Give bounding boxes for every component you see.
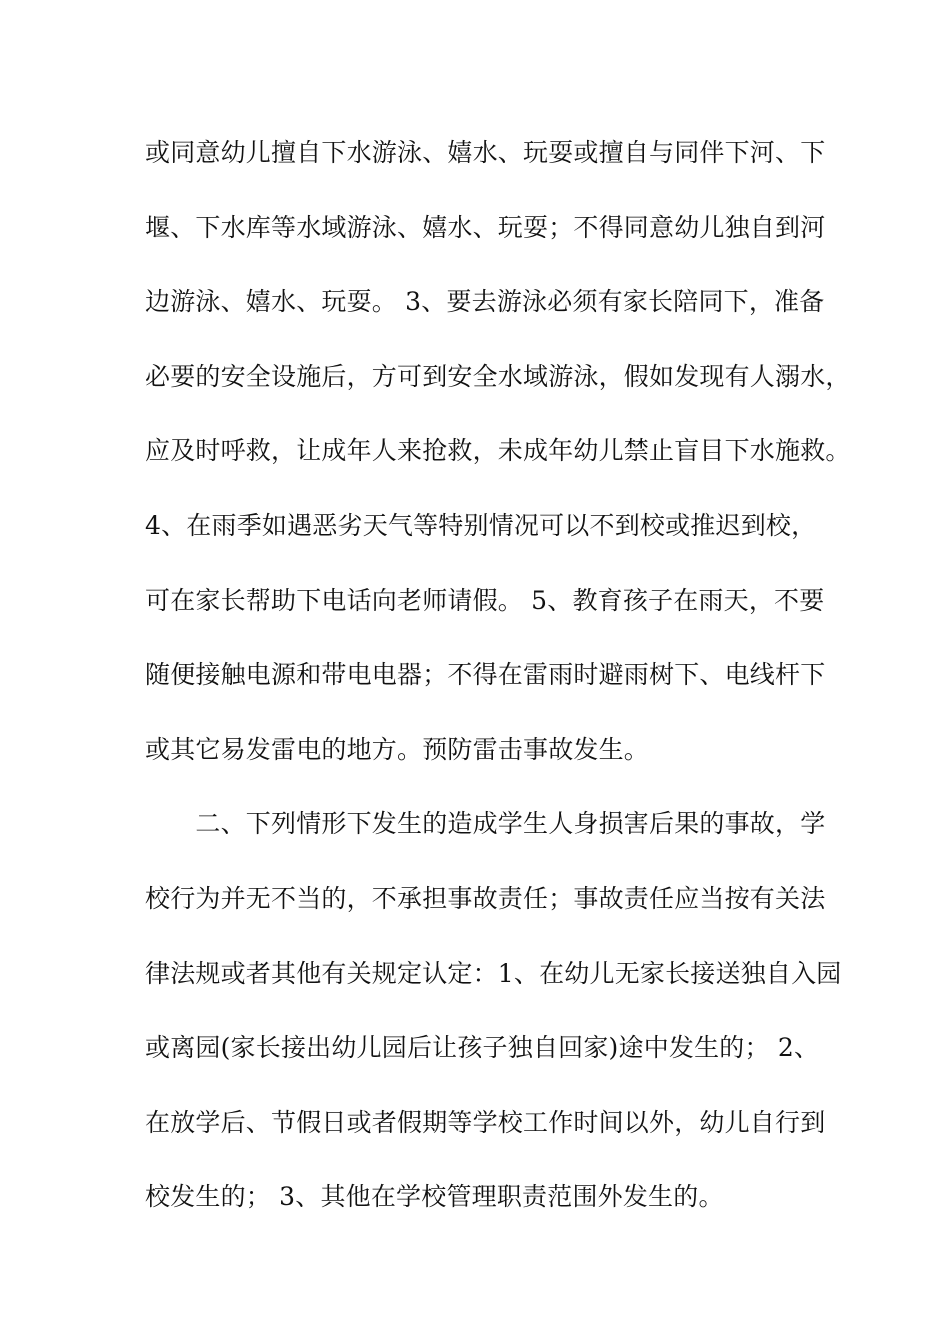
text-line: 应及时呼救，让成年人来抢救，未成年幼儿禁止盲目下水施救。: [145, 436, 851, 466]
text-line: 随便接触电源和带电电器；不得在雷雨时避雨树下、电线杆下: [145, 660, 826, 690]
text-line: 边游泳、嬉水、玩耍。 3、要去游泳必须有家长陪同下，准备: [145, 287, 825, 317]
text-line: 必要的安全设施后，方可到安全水域游泳，假如发现有人溺水，: [145, 361, 851, 391]
text-line: 堰、下水库等水域游泳、嬉水、玩耍；不得同意幼儿独自到河: [145, 212, 826, 242]
text-line: 或其它易发雷电的地方。预防雷击事故发生。: [145, 734, 650, 764]
text-line: 律法规或者其他有关规定认定：1、在幼儿无家长接送独自入园: [145, 958, 842, 988]
text-line: 可在家长帮助下电话向老师请假。 5、教育孩子在雨天，不要: [145, 585, 825, 615]
text-line: 二、下列情形下发生的造成学生人身损害后果的事故，学: [145, 809, 826, 839]
document-body: [145, 126, 851, 1245]
text-line: 校发生的； 3、其他在学校管理职责范围外发生的。: [145, 1182, 724, 1212]
text-line: 或同意幼儿擅自下水游泳、嬉水、玩耍或擅自与同伴下河、下: [145, 138, 826, 167]
text-line: 4、在雨季如遇恶劣天气等特别情况可以不到校或推迟到校，: [145, 510, 817, 540]
text-line: 校行为并无不当的，不承担事故责任；事故责任应当按有关法: [145, 883, 826, 913]
text-line: 在放学后、节假日或者假期等学校工作时间以外，幼儿自行到: [145, 1107, 826, 1137]
text-line: 或离园(家长接出幼儿园后让孩子独自回家)途中发生的； 2、: [145, 1033, 820, 1063]
